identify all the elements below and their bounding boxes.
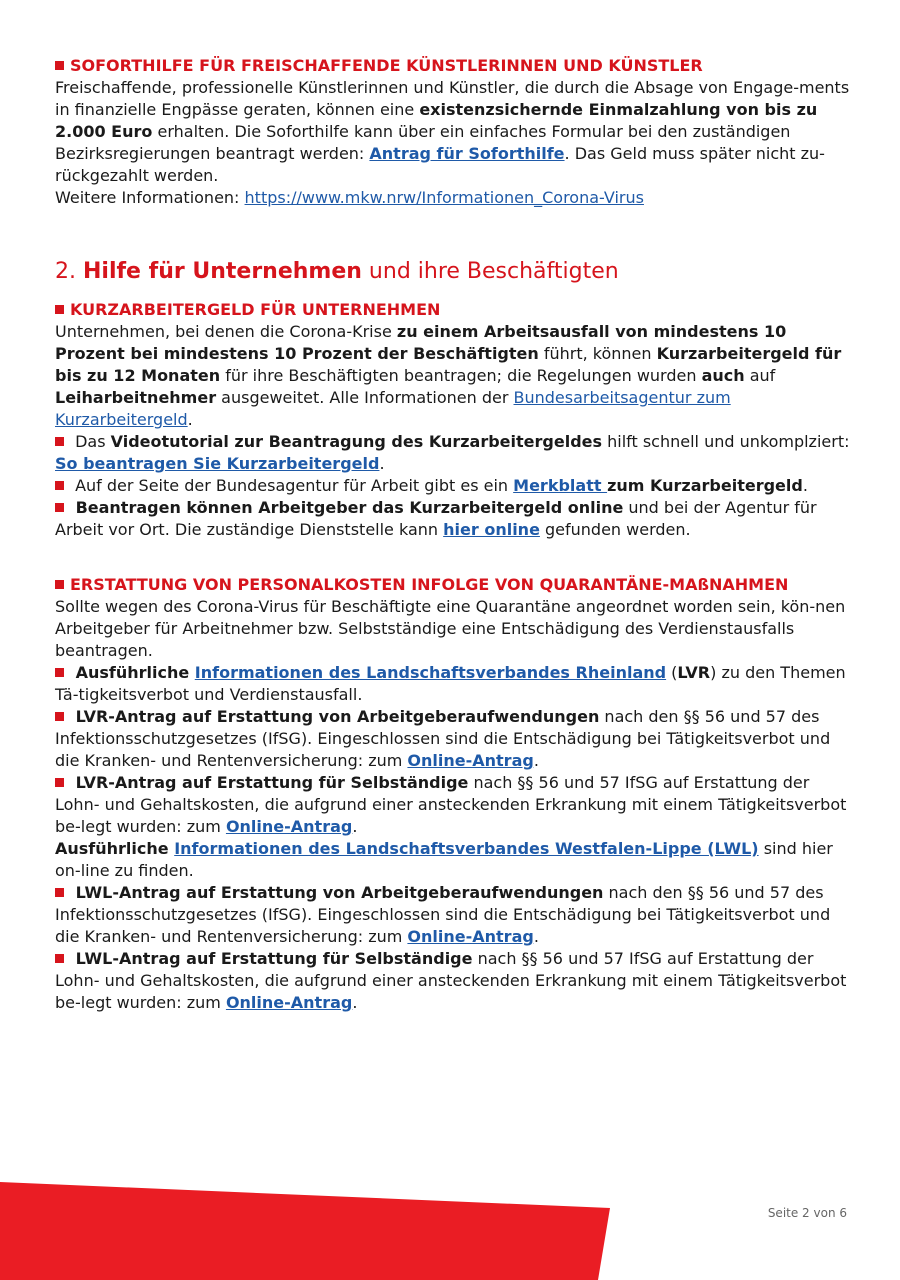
- videotutorial-link[interactable]: So beantragen Sie Kurzarbeitergeld: [55, 454, 380, 473]
- decorative-red-stripe: [0, 1170, 620, 1280]
- lvr-arbeitgeber-paragraph: LVR-Antrag auf Erstattung von Arbeitgeberaufwendungen nach den §§ 56 und 57 des Infektionsschutzgesetzes (IfSG). Eingeschlossen sind die Entschädigung bei Tätigkeitsverbot und die Kranken- und Rentenversicherung: zum Online-Antrag.: [55, 707, 831, 770]
- bullet-square-icon: [55, 778, 64, 787]
- videotutorial-paragraph: Das Videotutorial zur Beantragung des Kurzarbeitergeldes hilft schnell und unkomplziert: So beantragen Sie Kurzarbeitergeld.: [55, 432, 850, 473]
- bullet-square-icon: [55, 437, 64, 446]
- lvr-info-paragraph: Ausführliche Informationen des Landschaftsverbandes Rheinland (LVR) zu den Themen Tä-tigkeitsverbot und Verdienstausfall.: [55, 663, 846, 704]
- bullet-square-icon: [55, 712, 64, 721]
- lvr-selbstaendige-online-antrag-link[interactable]: Online-Antrag: [225, 817, 353, 836]
- online-antrag-paragraph: Beantragen können Arbeitgeber das Kurzarbeitergeld online und bei der Agentur für Arbeit vor Ort. Die zuständige Dienststelle kann hier online gefunden werden.: [55, 498, 817, 539]
- dienststelle-link[interactable]: hier online: [443, 520, 540, 539]
- quarantaene-block: [55, 574, 850, 1014]
- merkblatt-link[interactable]: Merkblatt: [513, 476, 608, 495]
- soforthilfe-heading: SOFORTHILFE FÜR FREISCHAFFENDE KÜNSTLERINNEN UND KÜNSTLER: [55, 55, 850, 77]
- bullet-square-icon: [55, 503, 64, 512]
- kurzarbeitergeld-text: Unternehmen, bei denen die Corona-Krise zu einem Arbeitsausfall von mindestens 10 Prozent bei mindestens 10 Prozent der Beschäftigten führt, können Kurzarbeitergeld für bis zu 12 Monaten für ihre Beschäftigten beantragen; die Regelungen wurden auch auf Leiharbeitnehmer ausgeweitet. Alle Informationen der Bundesarbeitsagentur zum Kurzarbeitergeld.: [55, 322, 842, 429]
- lwl-arbeitgeber-online-antrag-link[interactable]: Online-Antrag: [407, 927, 534, 946]
- page-number: Seite 2 von 6: [767, 1206, 847, 1220]
- mkw-info-link[interactable]: https://www.mkw.nrw/Informationen_Corona-Virus: [244, 188, 644, 207]
- lwl-info-link[interactable]: Informationen des Landschaftsverbandes Westfalen-Lippe (LWL): [174, 839, 759, 858]
- lvr-arbeitgeber-online-antrag-link[interactable]: Online-Antrag: [407, 751, 534, 770]
- bullet-square-icon: [55, 580, 64, 589]
- document-page: [55, 55, 850, 1014]
- kurzarbeitergeld-block: [55, 299, 850, 541]
- bullet-square-icon: [55, 888, 64, 897]
- quarantaene-text: Sollte wegen des Corona-Virus für Beschäftigte eine Quarantäne angeordnet worden sein, kön-nen Arbeitgeber für Arbeitnehmer bzw. Selbstständige eine Entschädigung des Verdienstausfalls beantragen.: [55, 597, 846, 660]
- soforthilfe-text: Freischaffende, professionelle Künstlerinnen und Künstler, die durch die Absage von Engage-ments in finanzielle Engpässe geraten, können eine existenzsichernde Einmalzahlung von bis zu 2.000 Euro erhalten. Die Soforthilfe kann über ein einfaches Formular bei den zuständigen Bezirksregierungen beantragt werden: Antrag für Soforthilfe. Das Geld muss später nicht zu-rückgezahlt werden.: [55, 78, 850, 185]
- quarantaene-heading: ERSTATTUNG VON PERSONALKOSTEN INFOLGE VON QUARANTÄNE-MAßNAHMEN: [55, 574, 850, 596]
- lvr-selbstaendige-paragraph: LVR-Antrag auf Erstattung für Selbständige nach §§ 56 und 57 IfSG auf Erstattung der Lohn- und Gehaltskosten, die aufgrund einer ansteckenden Erkrankung mit einem Tätigkeitsverbot be-legt wurden: zum Online-Antrag.: [55, 773, 847, 836]
- bullet-square-icon: [55, 668, 64, 677]
- lwl-info-paragraph: Ausführliche Informationen des Landschaftsverbandes Westfalen-Lippe (LWL) sind hier on-line zu finden.: [55, 839, 833, 880]
- kurzarbeitergeld-heading: KURZARBEITERGELD FÜR UNTERNEHMEN: [55, 299, 850, 321]
- lwl-selbstaendige-online-antrag-link[interactable]: Online-Antrag: [225, 993, 353, 1012]
- bundesarbeitsagentur-link[interactable]: Bundesarbeitsagentur zum Kurzarbeitergeld: [55, 388, 731, 429]
- lvr-info-link[interactable]: Informationen des Landschaftsverbandes Rheinland: [194, 663, 667, 682]
- lwl-arbeitgeber-paragraph: LWL-Antrag auf Erstattung von Arbeitgeberaufwendungen nach den §§ 56 und 57 des Infektionsschutzgesetzes (IfSG). Eingeschlossen sind die Entschädigung bei Tätigkeitsverbot und die Kranken- und Rentenversicherung: zum Online-Antrag.: [55, 883, 831, 946]
- merkblatt-paragraph: Auf der Seite der Bundesagentur für Arbeit gibt es ein Merkblatt zum Kurzarbeitergeld.: [55, 475, 850, 497]
- bullet-square-icon: [55, 305, 64, 314]
- bullet-square-icon: [55, 61, 64, 70]
- bullet-square-icon: [55, 954, 64, 963]
- soforthilfe-more-info: Weitere Informationen: https://www.mkw.nrw/Informationen_Corona-Virus: [55, 188, 644, 207]
- soforthilfe-block: [55, 55, 850, 209]
- section-title: 2. Hilfe für Unternehmen und ihre Beschäftigten: [55, 259, 619, 284]
- soforthilfe-antrag-link[interactable]: Antrag für Soforthilfe: [369, 144, 565, 163]
- bullet-square-icon: [55, 481, 64, 490]
- lwl-selbstaendige-paragraph: LWL-Antrag auf Erstattung für Selbständige nach §§ 56 und 57 IfSG auf Erstattung der Lohn- und Gehaltskosten, die aufgrund einer ansteckenden Erkrankung mit einem Tätigkeitsverbot be-legt wurden: zum Online-Antrag.: [55, 949, 847, 1012]
